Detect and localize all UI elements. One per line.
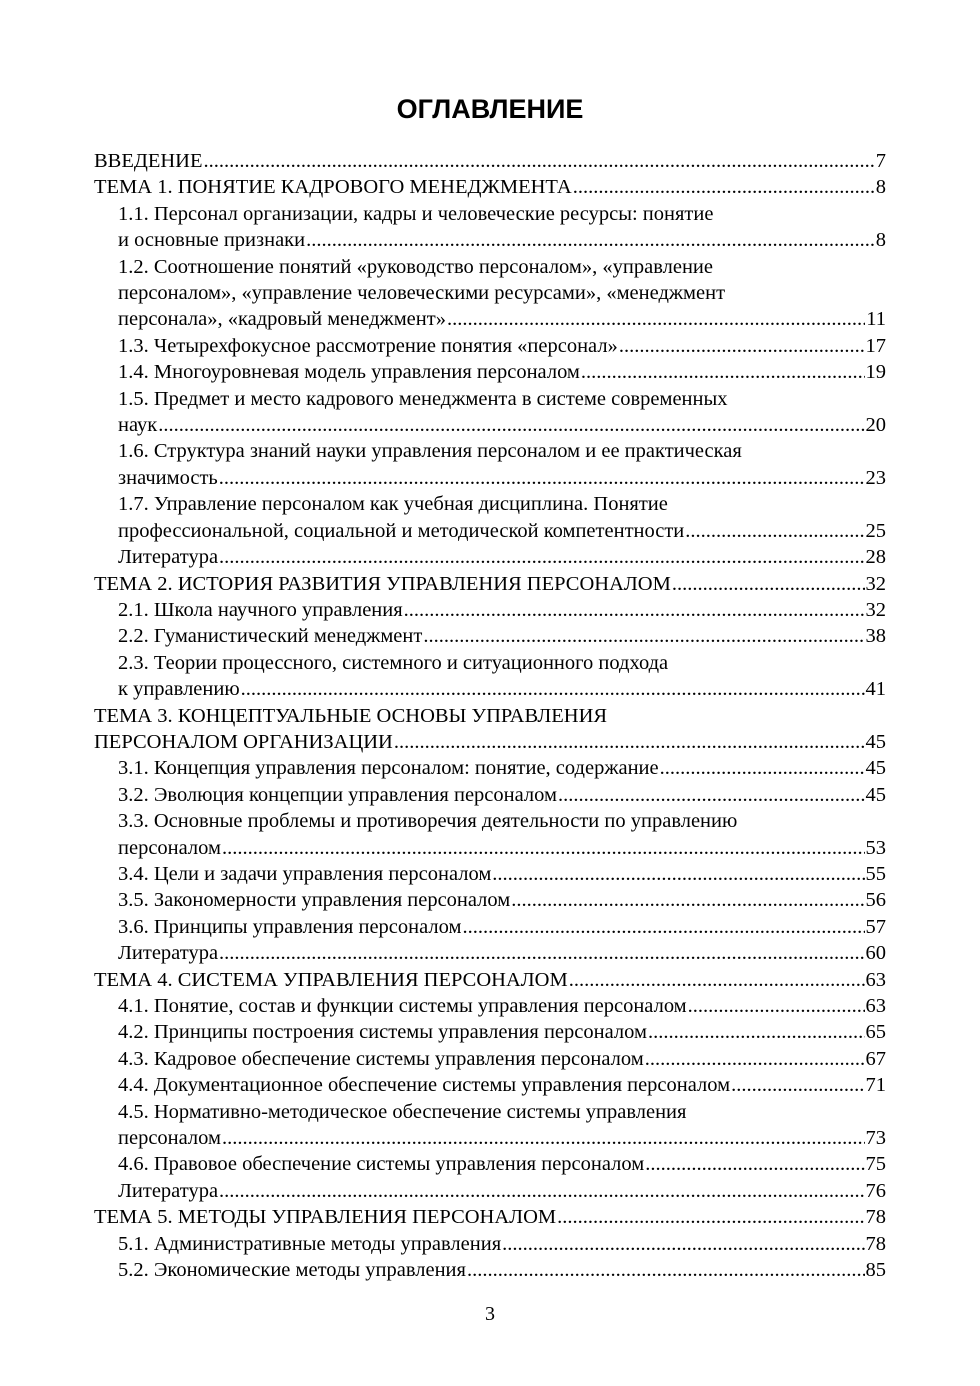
toc-entry-title: наук xyxy=(118,414,158,437)
toc-entry-title: ВВЕДЕНИЕ xyxy=(94,150,203,172)
dot-leader xyxy=(219,1178,864,1204)
toc-subsection[interactable] xyxy=(94,254,886,333)
toc-chapter[interactable] xyxy=(94,703,886,756)
toc-entry-title: персонала», «кадровый менеджмент» xyxy=(118,308,446,331)
toc-page-number: 71 xyxy=(865,1074,886,1097)
toc-page-number: 78 xyxy=(865,1232,886,1255)
toc-entry-title: 4.6. Правовое обеспечение системы управления персоналом xyxy=(118,1153,645,1176)
dot-leader xyxy=(467,1257,865,1283)
toc-chapter[interactable] xyxy=(94,967,886,993)
toc-subsection[interactable] xyxy=(94,1072,886,1098)
toc-page-number: 75 xyxy=(865,1153,886,1176)
toc-entry-title: значимость xyxy=(118,466,218,489)
dot-leader xyxy=(558,782,865,808)
toc-subsection[interactable] xyxy=(94,1099,886,1152)
toc-entry-title: ТЕМА 4. СИСТЕМА УПРАВЛЕНИЯ ПЕРСОНАЛОМ xyxy=(94,968,568,991)
dot-leader xyxy=(648,1019,865,1045)
toc-page-number: 55 xyxy=(865,862,886,885)
dot-leader xyxy=(660,755,865,781)
toc-subsection[interactable] xyxy=(94,1151,886,1177)
toc-entry-line: 1.5. Предмет и место кадрового менеджмента в системе современных xyxy=(118,387,728,410)
toc-entry-title: 3.4. Цели и задачи управления персоналом xyxy=(118,862,492,885)
toc-subsection[interactable] xyxy=(94,1178,886,1204)
page-title: ОГЛАВЛЕНИЕ xyxy=(396,94,584,124)
toc-entry-title: 4.1. Понятие, состав и функции системы управления персоналом xyxy=(118,995,687,1017)
toc-subsection[interactable] xyxy=(94,1019,886,1045)
toc-entry-line: 3.3. Основные проблемы и противоречия деятельности по управлению xyxy=(118,810,738,833)
dot-leader xyxy=(569,967,865,993)
dot-leader xyxy=(222,835,865,861)
toc-entry-title: ТЕМА 2. ИСТОРИЯ РАЗВИТИЯ УПРАВЛЕНИЯ ПЕРСОНАЛОМ xyxy=(94,572,671,595)
toc-page-number: 57 xyxy=(865,915,886,938)
dot-leader xyxy=(645,1151,864,1177)
toc-subsection[interactable] xyxy=(94,861,886,887)
toc-chapter[interactable] xyxy=(94,148,886,174)
toc-page-number: 45 xyxy=(865,783,886,806)
toc-page-number: 25 xyxy=(865,519,886,542)
toc-entry-title: 1.4. Многоуровневая модель управления персоналом xyxy=(118,361,580,384)
toc-subsection[interactable] xyxy=(94,914,886,940)
toc-entry-line: 1.2. Соотношение понятий «руководство персоналом», «управление xyxy=(118,255,713,278)
toc-page-number: 67 xyxy=(865,1047,886,1070)
toc-subsection[interactable] xyxy=(94,201,886,254)
toc-entry-line: 1.7. Управление персоналом как учебная дисциплина. Понятие xyxy=(118,493,668,516)
toc-page-number: 65 xyxy=(865,1021,886,1044)
toc-entry-title: ТЕМА 5. МЕТОДЫ УПРАВЛЕНИЯ ПЕРСОНАЛОМ xyxy=(94,1206,557,1229)
toc-entry-title: 2.1. Школа научного управления xyxy=(118,598,403,621)
dot-leader xyxy=(645,1046,865,1072)
toc-entry-line: персоналом», «управление человеческими ресурсами», «менеджмент xyxy=(118,282,726,305)
toc-page-number: 76 xyxy=(865,1179,886,1202)
toc-subsection[interactable] xyxy=(94,887,886,913)
toc-subsection[interactable] xyxy=(94,544,886,570)
toc-page-number: 78 xyxy=(865,1206,886,1229)
dot-leader xyxy=(219,544,864,570)
toc-chapter[interactable] xyxy=(94,174,886,200)
toc-entry-title: 4.4. Документационное обеспечение системы управления персоналом xyxy=(118,1074,731,1097)
toc-subsection[interactable] xyxy=(94,808,886,861)
toc-page-number: 32 xyxy=(865,598,886,621)
dot-leader xyxy=(581,359,865,385)
toc-entry-title: 3.6. Принципы управления персоналом xyxy=(118,915,462,938)
toc-entry-title: 3.5. Закономерности управления персоналом xyxy=(118,889,511,912)
toc-entry-title: 4.3. Кадровое обеспечение системы управления персоналом xyxy=(118,1047,644,1070)
dot-leader xyxy=(462,914,864,940)
toc-subsection[interactable] xyxy=(94,940,886,966)
toc-entry-line: 1.6. Структура знаний науки управления персоналом и ее практическая xyxy=(118,440,742,463)
dot-leader xyxy=(672,571,865,597)
toc-entry-title: ТЕМА 1. ПОНЯТИЕ КАДРОВОГО МЕНЕДЖМЕНТА xyxy=(94,176,572,199)
toc-chapter[interactable] xyxy=(94,571,886,597)
toc-page-number: 41 xyxy=(865,678,886,701)
toc-page-number: 63 xyxy=(865,968,886,991)
dot-leader xyxy=(685,518,864,544)
toc-subsection[interactable] xyxy=(94,386,886,439)
dot-leader xyxy=(502,1231,864,1257)
dot-leader xyxy=(219,940,864,966)
toc-subsection[interactable] xyxy=(94,1046,886,1072)
toc-entry-title: к управлению xyxy=(118,678,240,701)
toc-subsection[interactable] xyxy=(94,1231,886,1257)
toc-page-number: 60 xyxy=(865,942,886,965)
dot-leader xyxy=(423,623,864,649)
toc-subsection[interactable] xyxy=(94,597,886,623)
toc-page-number: 73 xyxy=(865,1127,886,1150)
dot-leader xyxy=(492,861,864,887)
toc-entry-title: 3.2. Эволюция концепции управления персоналом xyxy=(118,783,557,806)
dot-leader xyxy=(573,174,875,200)
dot-leader xyxy=(557,1204,864,1230)
toc-entry-title: 5.1. Административные методы управления xyxy=(118,1232,502,1255)
dot-leader xyxy=(511,887,864,913)
toc-page-number: 28 xyxy=(865,546,886,569)
toc-entry-line: ТЕМА 3. КОНЦЕПТУАЛЬНЫЕ ОСНОВЫ УПРАВЛЕНИЯ xyxy=(94,704,608,727)
toc-entry-title: Литература xyxy=(118,546,219,569)
toc-chapter[interactable] xyxy=(94,1204,886,1230)
toc-subsection[interactable] xyxy=(94,755,886,781)
toc-entry-title: 3.1. Концепция управления персоналом: понятие, содержание xyxy=(118,757,659,780)
dot-leader xyxy=(241,676,865,702)
toc-page-number: 38 xyxy=(865,625,886,648)
toc-entry-title: ПЕРСОНАЛОМ ОРГАНИЗАЦИИ xyxy=(94,730,393,753)
dot-leader xyxy=(394,729,865,755)
toc-entry-title: персоналом xyxy=(118,836,221,859)
toc-subsection[interactable] xyxy=(94,359,886,385)
toc-page-number: 19 xyxy=(865,361,886,384)
toc-subsection[interactable] xyxy=(94,623,886,649)
dot-leader xyxy=(688,993,865,1019)
toc-page-number: 63 xyxy=(865,995,886,1017)
toc-entry-title: персоналом xyxy=(118,1127,221,1150)
toc-page-number: 23 xyxy=(865,466,886,489)
toc-page-number: 8 xyxy=(875,176,886,199)
dot-leader xyxy=(731,1072,864,1098)
toc-subsection[interactable] xyxy=(94,438,886,491)
dot-leader xyxy=(306,227,875,253)
toc-subsection[interactable] xyxy=(94,993,886,1019)
dot-leader xyxy=(447,306,865,332)
toc-page-number: 32 xyxy=(865,572,886,595)
toc-page-number: 11 xyxy=(866,308,886,331)
toc-page-number: 56 xyxy=(865,889,886,912)
toc-entry-title: 4.2. Принципы построения системы управления персоналом xyxy=(118,1021,647,1044)
toc-subsection[interactable] xyxy=(94,782,886,808)
toc-subsection[interactable] xyxy=(94,1257,886,1283)
dot-leader xyxy=(619,333,865,359)
toc-page-number: 8 xyxy=(875,229,886,252)
toc-page-number: 45 xyxy=(865,757,886,780)
toc-page-number: 7 xyxy=(875,150,886,172)
dot-leader xyxy=(158,412,864,438)
page-number: 3 xyxy=(485,1303,495,1325)
toc-entry-title: профессиональной, социальной и методической компетентности xyxy=(118,519,685,542)
toc-entry-title: 5.2. Экономические методы управления xyxy=(118,1259,466,1282)
toc-page-number: 20 xyxy=(865,414,886,437)
toc-entry-line: 2.3. Теории процессного, системного и ситуационного подхода xyxy=(118,651,669,674)
toc-subsection[interactable] xyxy=(94,650,886,703)
dot-leader xyxy=(204,148,875,174)
toc-entry-line: 4.5. Нормативно-методическое обеспечение системы управления xyxy=(118,1100,687,1123)
toc-page-number: 17 xyxy=(865,334,886,357)
toc-entry-title: Литература xyxy=(118,1179,219,1202)
toc-entry-title: 2.2. Гуманистический менеджмент xyxy=(118,625,423,648)
toc-entry-title: Литература xyxy=(118,942,219,965)
dot-leader xyxy=(219,465,865,491)
toc-entry-line: 1.1. Персонал организации, кадры и человеческие ресурсы: понятие xyxy=(118,202,714,225)
toc-page-number: 85 xyxy=(865,1259,886,1282)
toc-subsection[interactable] xyxy=(94,491,886,544)
toc-page-number: 53 xyxy=(865,836,886,859)
table-of-contents xyxy=(94,148,886,1283)
toc-entry-title: 1.3. Четырехфокусное рассмотрение понятия «персонал» xyxy=(118,334,618,357)
toc-subsection[interactable] xyxy=(94,333,886,359)
toc-entry-title: и основные признаки xyxy=(118,229,306,252)
dot-leader xyxy=(222,1125,865,1151)
toc-page-number: 45 xyxy=(865,730,886,753)
dot-leader xyxy=(404,597,865,623)
